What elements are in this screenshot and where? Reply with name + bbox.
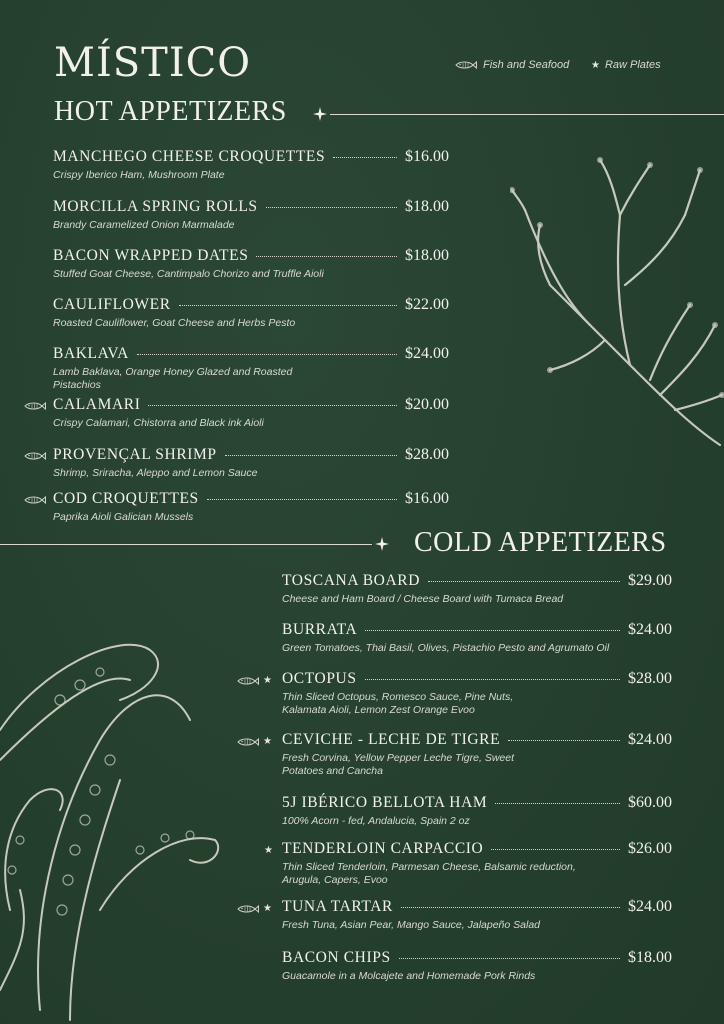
fish-icon bbox=[24, 495, 46, 505]
menu-item bbox=[282, 840, 672, 887]
leader-dots bbox=[179, 305, 397, 306]
item-name: 5J IBÉRICO BELLOTA HAM bbox=[282, 794, 488, 811]
leader-dots bbox=[401, 907, 620, 908]
menu-item bbox=[282, 794, 672, 828]
legend-raw bbox=[591, 59, 661, 71]
item-name: BURRATA bbox=[282, 621, 358, 638]
cold-section-title: COLD APPETIZERS bbox=[414, 527, 667, 558]
item-name: TENDERLOIN CARPACCIO bbox=[282, 840, 484, 857]
fish-icon bbox=[455, 60, 477, 70]
item-description: Green Tomatoes, Thai Basil, Olives, Pistachio Pesto and Agrumato Oil bbox=[282, 642, 610, 654]
cold-divider bbox=[0, 544, 372, 545]
fish-icon bbox=[237, 737, 259, 747]
menu-item bbox=[282, 949, 672, 983]
item-price: $20.00 bbox=[405, 396, 449, 413]
leader-dots bbox=[256, 256, 397, 257]
item-markers bbox=[237, 736, 272, 747]
item-price: $18.00 bbox=[405, 247, 449, 264]
item-name: BACON CHIPS bbox=[282, 949, 391, 966]
octopus-illustration bbox=[0, 610, 230, 1024]
item-description: Stuffed Goat Cheese, Cantimpalo Chorizo and Truffle Aioli bbox=[53, 268, 324, 280]
item-description: Guacamole in a Molcajete and Homemade Pork Rinds bbox=[282, 970, 536, 982]
hot-divider bbox=[330, 114, 724, 115]
leader-dots bbox=[333, 157, 397, 158]
item-price: $60.00 bbox=[628, 794, 672, 811]
leader-dots bbox=[365, 630, 620, 631]
item-description: Brandy Caramelized Onion Marmalade bbox=[53, 219, 235, 231]
item-name: MORCILLA SPRING ROLLS bbox=[53, 198, 258, 215]
leader-dots bbox=[399, 958, 620, 959]
item-price: $16.00 bbox=[405, 148, 449, 165]
leader-dots bbox=[491, 849, 620, 850]
item-price: $28.00 bbox=[628, 670, 672, 687]
leader-dots bbox=[137, 354, 397, 355]
menu-item bbox=[282, 621, 672, 655]
menu-item bbox=[53, 296, 449, 330]
item-name: OCTOPUS bbox=[282, 670, 357, 687]
item-name: BACON WRAPPED DATES bbox=[53, 247, 249, 264]
star-icon: ★ bbox=[591, 59, 600, 71]
menu-item bbox=[53, 396, 449, 430]
item-price: $24.00 bbox=[628, 898, 672, 915]
item-markers bbox=[264, 845, 273, 856]
coral-illustration bbox=[510, 155, 724, 455]
item-description: Fresh Corvina, Yellow Pepper Leche Tigre, Sweet Potatoes and Cancha bbox=[282, 752, 514, 777]
fish-icon bbox=[24, 401, 46, 411]
leader-dots bbox=[508, 740, 620, 741]
item-description: Lamb Baklava, Orange Honey Glazed and Roasted Pistachios bbox=[53, 366, 293, 391]
item-name: TUNA TARTAR bbox=[282, 898, 393, 915]
leader-dots bbox=[365, 679, 620, 680]
menu-item bbox=[53, 198, 449, 232]
item-markers bbox=[237, 675, 272, 686]
item-price: $26.00 bbox=[628, 840, 672, 857]
item-price: $22.00 bbox=[405, 296, 449, 313]
restaurant-logo: MÍSTICO bbox=[54, 40, 252, 86]
menu-item bbox=[282, 731, 672, 778]
menu-item bbox=[53, 446, 449, 480]
legend-fish bbox=[455, 59, 569, 71]
sparkle-icon bbox=[375, 537, 389, 551]
item-price: $28.00 bbox=[405, 446, 449, 463]
menu-item bbox=[53, 148, 449, 182]
item-description: Cheese and Ham Board / Cheese Board with Tumaca Bread bbox=[282, 593, 564, 605]
item-name: CAULIFLOWER bbox=[53, 296, 171, 313]
menu-item bbox=[282, 898, 672, 932]
sparkle-icon bbox=[313, 107, 327, 121]
item-price: $29.00 bbox=[628, 572, 672, 589]
star-icon: ★ bbox=[263, 903, 272, 914]
item-description: Thin Sliced Tenderloin, Parmesan Cheese, Balsamic reduction, Arugula, Capers, Evoo bbox=[282, 861, 576, 886]
item-description: Crispy Iberico Ham, Mushroom Plate bbox=[53, 169, 225, 181]
leader-dots bbox=[428, 581, 620, 582]
leader-dots bbox=[266, 207, 397, 208]
star-icon: ★ bbox=[264, 845, 273, 856]
item-price: $16.00 bbox=[405, 490, 449, 507]
menu-item bbox=[53, 345, 449, 392]
item-price: $24.00 bbox=[405, 345, 449, 362]
item-description: Roasted Cauliflower, Goat Cheese and Herbs Pesto bbox=[53, 317, 296, 329]
item-description: 100% Acorn - fed, Andalucia, Spain 2 oz bbox=[282, 815, 470, 827]
legend-fish-label: Fish and Seafood bbox=[483, 59, 570, 71]
leader-dots bbox=[207, 499, 397, 500]
item-description: Fresh Tuna, Asian Pear, Mango Sauce, Jalapeño Salad bbox=[282, 919, 540, 931]
fish-icon bbox=[24, 451, 46, 461]
item-markers bbox=[237, 903, 272, 914]
menu-item bbox=[282, 670, 672, 717]
hot-section-title: HOT APPETIZERS bbox=[54, 96, 287, 127]
item-price: $18.00 bbox=[628, 949, 672, 966]
menu-item bbox=[282, 572, 672, 606]
menu-item bbox=[53, 247, 449, 281]
item-description: Paprika Aioli Galician Mussels bbox=[53, 511, 194, 523]
leader-dots bbox=[495, 803, 620, 804]
item-description: Crispy Calamari, Chistorra and Black ink Aioli bbox=[53, 417, 264, 429]
item-name: PROVENÇAL SHRIMP bbox=[53, 446, 217, 463]
fish-icon bbox=[237, 676, 259, 686]
item-price: $24.00 bbox=[628, 731, 672, 748]
item-description: Thin Sliced Octopus, Romesco Sauce, Pine Nuts, Kalamata Aioli, Lemon Zest Orange Evoo bbox=[282, 691, 514, 716]
item-name: COD CROQUETTES bbox=[53, 490, 199, 507]
leader-dots bbox=[148, 405, 397, 406]
star-icon: ★ bbox=[263, 736, 272, 747]
item-name: CEVICHE - LECHE DE TIGRE bbox=[282, 731, 501, 748]
star-icon: ★ bbox=[263, 675, 272, 686]
item-name: TOSCANA BOARD bbox=[282, 572, 420, 589]
item-name: MANCHEGO CHEESE CROQUETTES bbox=[53, 148, 326, 165]
fish-icon bbox=[237, 904, 259, 914]
legend-raw-label: Raw Plates bbox=[604, 59, 661, 71]
item-description: Shrimp, Sriracha, Aleppo and Lemon Sauce bbox=[53, 467, 258, 479]
item-price: $24.00 bbox=[628, 621, 672, 638]
item-name: CALAMARI bbox=[53, 396, 141, 413]
leader-dots bbox=[225, 455, 397, 456]
item-price: $18.00 bbox=[405, 198, 449, 215]
menu-item bbox=[53, 490, 449, 524]
item-name: BAKLAVA bbox=[53, 345, 129, 362]
